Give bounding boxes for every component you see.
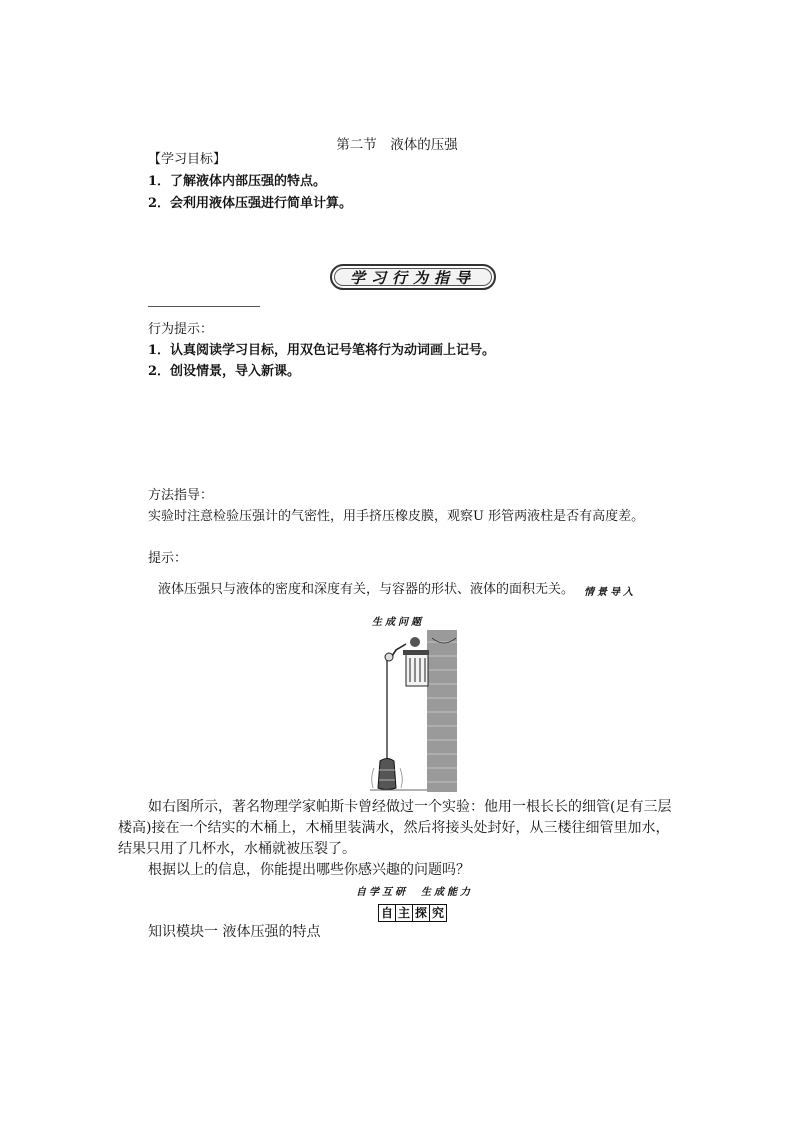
divider-line [148,306,260,307]
self-study-label: 自学互研 生成能力 [356,887,473,898]
box-char-4: 究 [431,906,444,920]
section-banner [330,264,496,290]
behavior-item-2: 2．创设情景，导入新课。 [148,364,301,379]
box-char-3: 探 [413,905,430,921]
behavior-item-1: 1．认真阅读学习目标，用双色记号笔将行为动词画上记号。 [148,343,496,358]
banner-text: 学习行为指导 [349,268,476,287]
behavior-heading: 行为提示： [148,322,214,337]
page-title: 第二节 液体的压强 [336,137,458,153]
hint-text: 液体压强只与液体的密度和深度有关，与容器的形状、液体的面积无关。 [158,582,575,597]
story-line-3: 结果只用了几杯水，水桶就被压裂了。 [118,841,356,857]
box-char-1: 自 [379,905,396,921]
module-heading: 知识模块一 液体压强的特点 [148,924,321,940]
story-question: 根据以上的信息，你能提出哪些你感兴趣的问题吗？ [148,862,470,878]
hint-tag: 情景导入 [584,587,636,598]
objectives-heading: 【学习目标】 [148,152,227,167]
box-char-2: 主 [396,905,413,921]
boxed-title [378,904,447,922]
objective-item-1: 1．了解液体内部压强的特点。 [148,174,327,189]
method-heading: 方法指导： [148,488,214,503]
pascal-barrel-illustration [370,630,462,792]
figure-caption: 生成问题 [372,617,424,628]
objective-item-2: 2．会利用液体压强进行简单计算。 [148,196,353,211]
hint-heading: 提示： [148,551,188,566]
story-line-2: 楼高)接在一个结实的木桶上，木桶里装满水，然后将接头处封好，从三楼往细管里加水， [118,820,670,836]
story-line-1: 如右图所示，著名物理学家帕斯卡曾经做过一个实验：他用一根长长的细管(足有三层 [148,799,672,815]
method-text: 实验时注意检验压强计的气密性，用手挤压橡皮膜，观察U 形管两液柱是否有高度差。 [148,509,645,524]
